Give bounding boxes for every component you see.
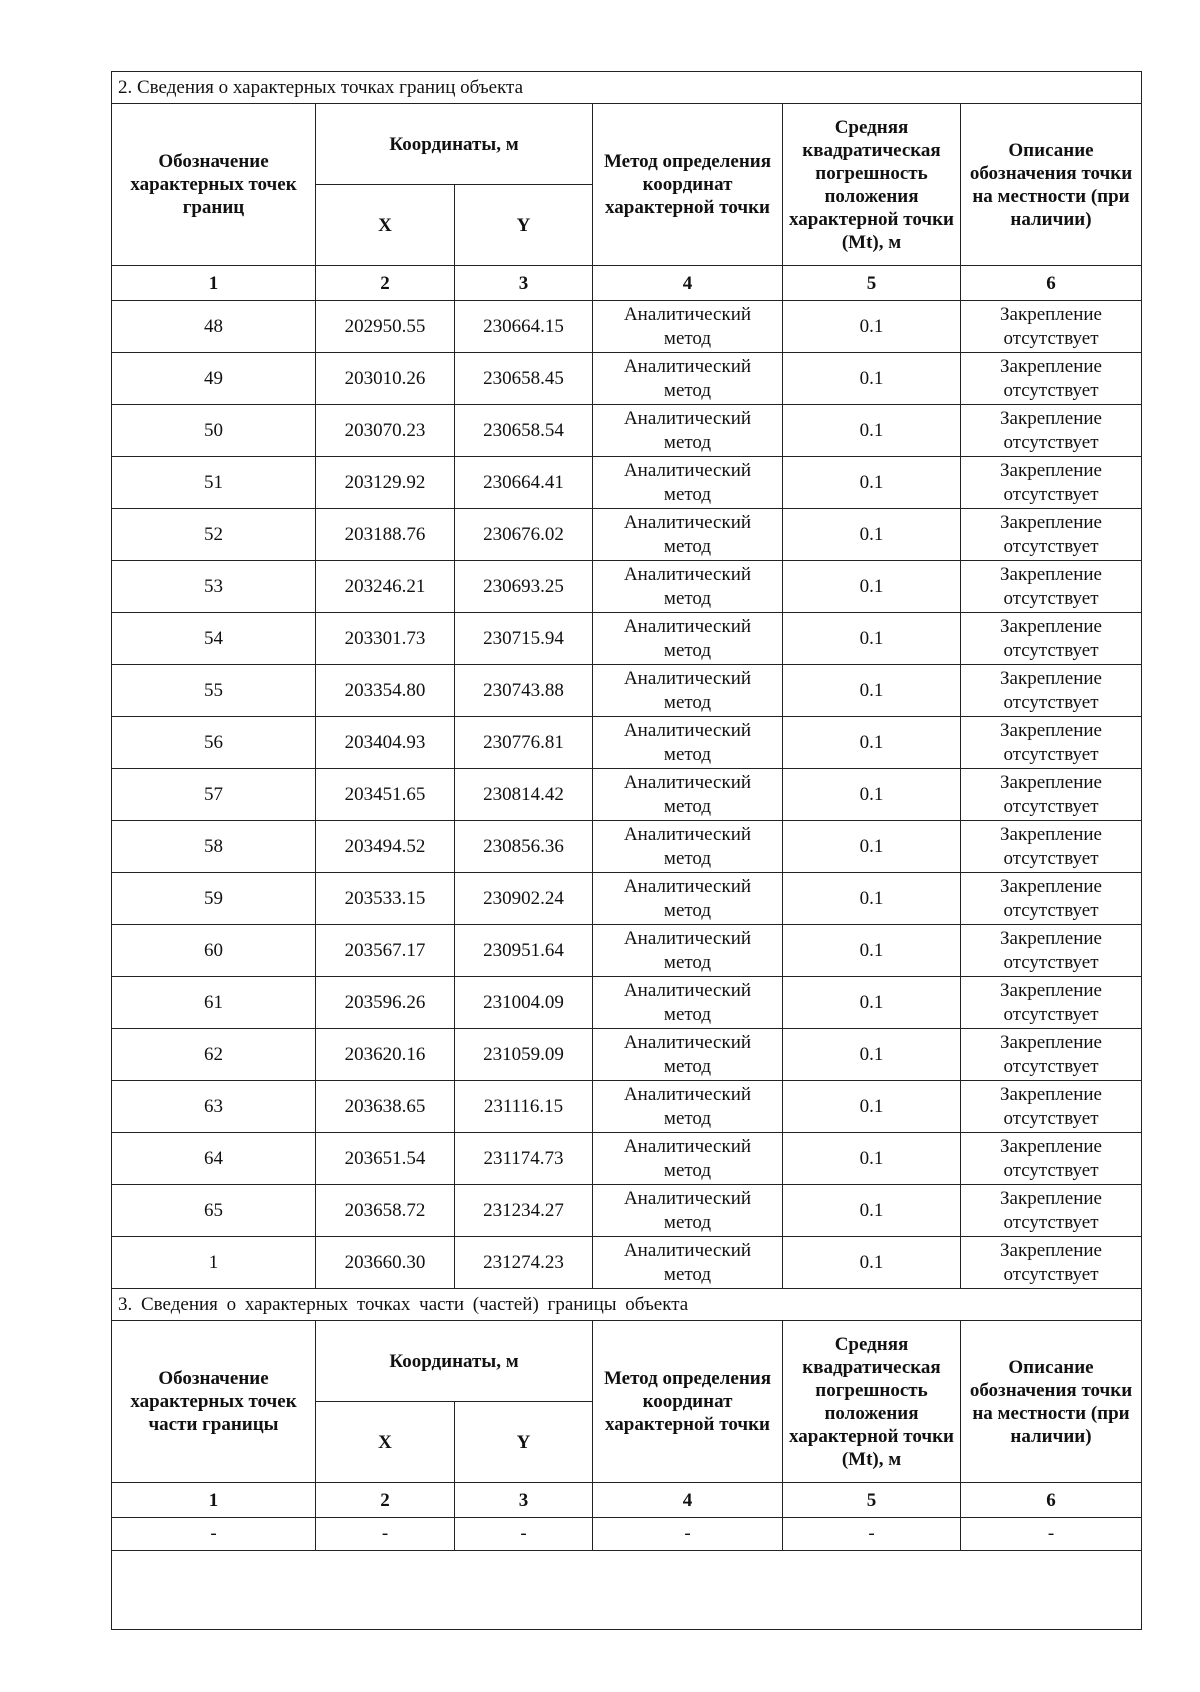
col-number: 4 [593,266,783,301]
method-line: метод [663,483,712,505]
method-cell [593,457,783,509]
method-line: Аналитический [623,1031,752,1053]
desc-line: Закрепление [1000,563,1102,585]
x-cell: 203533.15 [316,873,455,925]
method-line: метод [663,535,712,557]
header-method: Метод определения координат характерной точки [593,1321,783,1483]
method-line: метод [663,1003,712,1025]
point-cell: 54 [112,613,316,665]
method-line: Аналитический [623,979,752,1001]
section-3-title-row [112,1289,1142,1321]
desc-line: отсутствует [1003,899,1099,921]
point-cell: 53 [112,561,316,613]
error-cell: 0.1 [783,769,961,821]
method-line: метод [663,431,712,453]
empty-cell: - [316,1518,455,1551]
desc-line: Закрепление [1000,823,1102,845]
point-cell: 58 [112,821,316,873]
x-cell: 203567.17 [316,925,455,977]
x-cell: 203246.21 [316,561,455,613]
method-cell [593,821,783,873]
section-2-column-numbers [112,266,1142,301]
table-row [112,717,1142,769]
header-point: Обозначение характерных точек части границы [112,1321,316,1483]
x-cell: 203620.16 [316,1029,455,1081]
empty-cell: - [455,1518,593,1551]
error-cell: 0.1 [783,717,961,769]
x-cell: 202950.55 [316,301,455,353]
desc-cell [961,1029,1142,1081]
table-row [112,405,1142,457]
method-cell [593,769,783,821]
header-method: Метод определения координат характерной точки [593,104,783,266]
method-cell [593,977,783,1029]
point-cell: 49 [112,353,316,405]
desc-cell [961,353,1142,405]
header-error: Средняя квадратическая погрешность положения характерной точки (Mt), м [783,104,961,266]
col-number: 3 [455,266,593,301]
point-cell: 59 [112,873,316,925]
y-cell: 230743.88 [455,665,593,717]
desc-cell [961,1185,1142,1237]
point-cell: 50 [112,405,316,457]
method-cell [593,613,783,665]
desc-line: отсутствует [1003,1003,1099,1025]
point-cell: 48 [112,301,316,353]
desc-line: Закрепление [1000,355,1102,377]
table-row [112,665,1142,717]
error-cell: 0.1 [783,1185,961,1237]
method-cell [593,925,783,977]
col-number: 3 [455,1483,593,1518]
error-cell: 0.1 [783,977,961,1029]
error-cell: 0.1 [783,509,961,561]
error-cell: 0.1 [783,925,961,977]
col-number: 5 [783,1483,961,1518]
method-line: метод [663,795,712,817]
error-cell: 0.1 [783,873,961,925]
header-x: X [316,1402,455,1483]
x-cell: 203129.92 [316,457,455,509]
table-row [112,301,1142,353]
method-line: Аналитический [623,771,752,793]
desc-line: Закрепление [1000,667,1102,689]
y-cell: 230658.45 [455,353,593,405]
desc-line: Закрепление [1000,927,1102,949]
col-number: 2 [316,266,455,301]
method-line: метод [663,1211,712,1233]
error-cell: 0.1 [783,405,961,457]
method-line: Аналитический [623,1135,752,1157]
table-row [112,977,1142,1029]
x-cell: 203301.73 [316,613,455,665]
point-cell: 56 [112,717,316,769]
point-cell: 60 [112,925,316,977]
y-cell: 230676.02 [455,509,593,561]
header-y: Y [455,185,593,266]
header-error: Средняя квадратическая погрешность положения характерной точки (Mt), м [783,1321,961,1483]
point-cell: 57 [112,769,316,821]
point-cell: 61 [112,977,316,1029]
section-3-empty-row [112,1518,1142,1551]
x-cell: 203651.54 [316,1133,455,1185]
desc-line: Закрепление [1000,511,1102,533]
desc-line: Закрепление [1000,615,1102,637]
method-cell [593,1237,783,1289]
desc-cell [961,1133,1142,1185]
desc-line: Закрепление [1000,1135,1102,1157]
point-cell: 52 [112,509,316,561]
method-cell [593,301,783,353]
col-number: 6 [961,266,1142,301]
y-cell: 231274.23 [455,1237,593,1289]
section-2-title: 2. Сведения о характерных точках границ объекта [112,72,1142,104]
desc-line: Закрепление [1000,1187,1102,1209]
desc-line: отсутствует [1003,1055,1099,1077]
method-line: метод [663,379,712,401]
error-cell: 0.1 [783,353,961,405]
y-cell: 230951.64 [455,925,593,977]
col-number: 6 [961,1483,1142,1518]
col-number: 1 [112,1483,316,1518]
desc-line: отсутствует [1003,639,1099,661]
method-line: метод [663,639,712,661]
x-cell: 203660.30 [316,1237,455,1289]
header-coords: Координаты, м [316,104,593,185]
x-cell: 203638.65 [316,1081,455,1133]
point-cell: 62 [112,1029,316,1081]
y-cell: 231059.09 [455,1029,593,1081]
x-cell: 203494.52 [316,821,455,873]
header-coords: Координаты, м [316,1321,593,1402]
x-cell: 203010.26 [316,353,455,405]
method-line: метод [663,327,712,349]
method-line: метод [663,899,712,921]
header-desc: Описание обозначения точки на местности (при наличии) [961,1321,1142,1483]
desc-line: отсутствует [1003,1159,1099,1181]
method-line: метод [663,1107,712,1129]
error-cell: 0.1 [783,613,961,665]
section-3-column-numbers [112,1483,1142,1518]
document-sheet [111,71,1141,1630]
desc-line: отсутствует [1003,483,1099,505]
error-cell: 0.1 [783,1081,961,1133]
method-line: Аналитический [623,667,752,689]
method-cell [593,509,783,561]
method-line: Аналитический [623,407,752,429]
desc-line: отсутствует [1003,795,1099,817]
desc-line: Закрепление [1000,719,1102,741]
boundary-points-table [111,71,1142,1630]
x-cell: 203070.23 [316,405,455,457]
desc-line: Закрепление [1000,407,1102,429]
x-cell: 203354.80 [316,665,455,717]
desc-cell [961,977,1142,1029]
desc-cell [961,1237,1142,1289]
table-row [112,613,1142,665]
desc-line: Закрепление [1000,875,1102,897]
desc-line: отсутствует [1003,951,1099,973]
desc-line: отсутствует [1003,587,1099,609]
y-cell: 230693.25 [455,561,593,613]
desc-cell [961,1081,1142,1133]
y-cell: 230658.54 [455,405,593,457]
header-point: Обозначение характерных точек границ [112,104,316,266]
error-cell: 0.1 [783,1237,961,1289]
desc-line: отсутствует [1003,1211,1099,1233]
method-line: метод [663,1159,712,1181]
method-cell [593,1185,783,1237]
blank-area [112,1551,1142,1630]
desc-line: отсутствует [1003,535,1099,557]
table-row [112,353,1142,405]
desc-cell [961,509,1142,561]
y-cell: 230776.81 [455,717,593,769]
method-cell [593,1081,783,1133]
desc-line: отсутствует [1003,691,1099,713]
header-desc: Описание обозначения точки на местности (при наличии) [961,104,1142,266]
table-row [112,769,1142,821]
table-row [112,1029,1142,1081]
y-cell: 230664.41 [455,457,593,509]
desc-cell [961,301,1142,353]
method-line: метод [663,1055,712,1077]
method-cell [593,717,783,769]
y-cell: 231004.09 [455,977,593,1029]
table-row [112,1133,1142,1185]
desc-line: Закрепление [1000,459,1102,481]
method-line: метод [663,951,712,973]
table-row [112,1237,1142,1289]
desc-line: Закрепление [1000,1239,1102,1261]
desc-line: Закрепление [1000,979,1102,1001]
table-row [112,821,1142,873]
method-line: метод [663,1263,712,1285]
method-line: Аналитический [623,927,752,949]
y-cell: 231234.27 [455,1185,593,1237]
point-cell: 51 [112,457,316,509]
desc-line: отсутствует [1003,379,1099,401]
table-row [112,1081,1142,1133]
section-2-title-row [112,72,1142,104]
error-cell: 0.1 [783,457,961,509]
desc-cell [961,717,1142,769]
point-cell: 55 [112,665,316,717]
desc-line: отсутствует [1003,1107,1099,1129]
point-cell: 63 [112,1081,316,1133]
x-cell: 203451.65 [316,769,455,821]
method-line: Аналитический [623,719,752,741]
y-cell: 230856.36 [455,821,593,873]
method-line: Аналитический [623,303,752,325]
method-line: Аналитический [623,511,752,533]
empty-cell: - [783,1518,961,1551]
y-cell: 231116.15 [455,1081,593,1133]
desc-cell [961,821,1142,873]
desc-cell [961,665,1142,717]
desc-line: отсутствует [1003,431,1099,453]
method-line: метод [663,743,712,765]
method-cell [593,1133,783,1185]
method-cell [593,353,783,405]
method-cell [593,873,783,925]
blank-footer-area [112,1551,1142,1630]
desc-line: Закрепление [1000,1083,1102,1105]
col-number: 5 [783,266,961,301]
desc-line: Закрепление [1000,1031,1102,1053]
desc-cell [961,457,1142,509]
error-cell: 0.1 [783,561,961,613]
desc-cell [961,405,1142,457]
method-line: метод [663,847,712,869]
table-row [112,509,1142,561]
header-y: Y [455,1402,593,1483]
table-row [112,925,1142,977]
empty-cell: - [112,1518,316,1551]
method-cell [593,665,783,717]
table-row [112,873,1142,925]
point-cell: 1 [112,1237,316,1289]
method-line: Аналитический [623,355,752,377]
table-row [112,1185,1142,1237]
table-row [112,561,1142,613]
desc-line: отсутствует [1003,327,1099,349]
y-cell: 230664.15 [455,301,593,353]
col-number: 4 [593,1483,783,1518]
col-number: 2 [316,1483,455,1518]
error-cell: 0.1 [783,1029,961,1081]
method-line: Аналитический [623,1083,752,1105]
method-line: Аналитический [623,875,752,897]
method-cell [593,1029,783,1081]
desc-line: отсутствует [1003,1263,1099,1285]
error-cell: 0.1 [783,665,961,717]
empty-cell: - [593,1518,783,1551]
x-cell: 203404.93 [316,717,455,769]
error-cell: 0.1 [783,1133,961,1185]
method-line: Аналитический [623,823,752,845]
section-2-header-row [112,104,1142,185]
desc-line: отсутствует [1003,743,1099,765]
col-number: 1 [112,266,316,301]
method-cell [593,561,783,613]
y-cell: 230715.94 [455,613,593,665]
method-line: Аналитический [623,1239,752,1261]
desc-cell [961,613,1142,665]
point-cell: 65 [112,1185,316,1237]
error-cell: 0.1 [783,301,961,353]
method-line: Аналитический [623,459,752,481]
desc-line: Закрепление [1000,771,1102,793]
x-cell: 203658.72 [316,1185,455,1237]
method-cell [593,405,783,457]
section-3-title: 3. Сведения о характерных точках части (частей) границы объекта [112,1289,1142,1321]
method-line: Аналитический [623,563,752,585]
table-row [112,457,1142,509]
section-3-header-row [112,1321,1142,1402]
desc-cell [961,769,1142,821]
desc-line: отсутствует [1003,847,1099,869]
method-line: метод [663,691,712,713]
method-line: метод [663,587,712,609]
desc-cell [961,561,1142,613]
y-cell: 230902.24 [455,873,593,925]
y-cell: 230814.42 [455,769,593,821]
header-x: X [316,185,455,266]
empty-cell: - [961,1518,1142,1551]
desc-line: Закрепление [1000,303,1102,325]
desc-cell [961,925,1142,977]
error-cell: 0.1 [783,821,961,873]
y-cell: 231174.73 [455,1133,593,1185]
x-cell: 203596.26 [316,977,455,1029]
method-line: Аналитический [623,615,752,637]
desc-cell [961,873,1142,925]
x-cell: 203188.76 [316,509,455,561]
point-cell: 64 [112,1133,316,1185]
method-line: Аналитический [623,1187,752,1209]
